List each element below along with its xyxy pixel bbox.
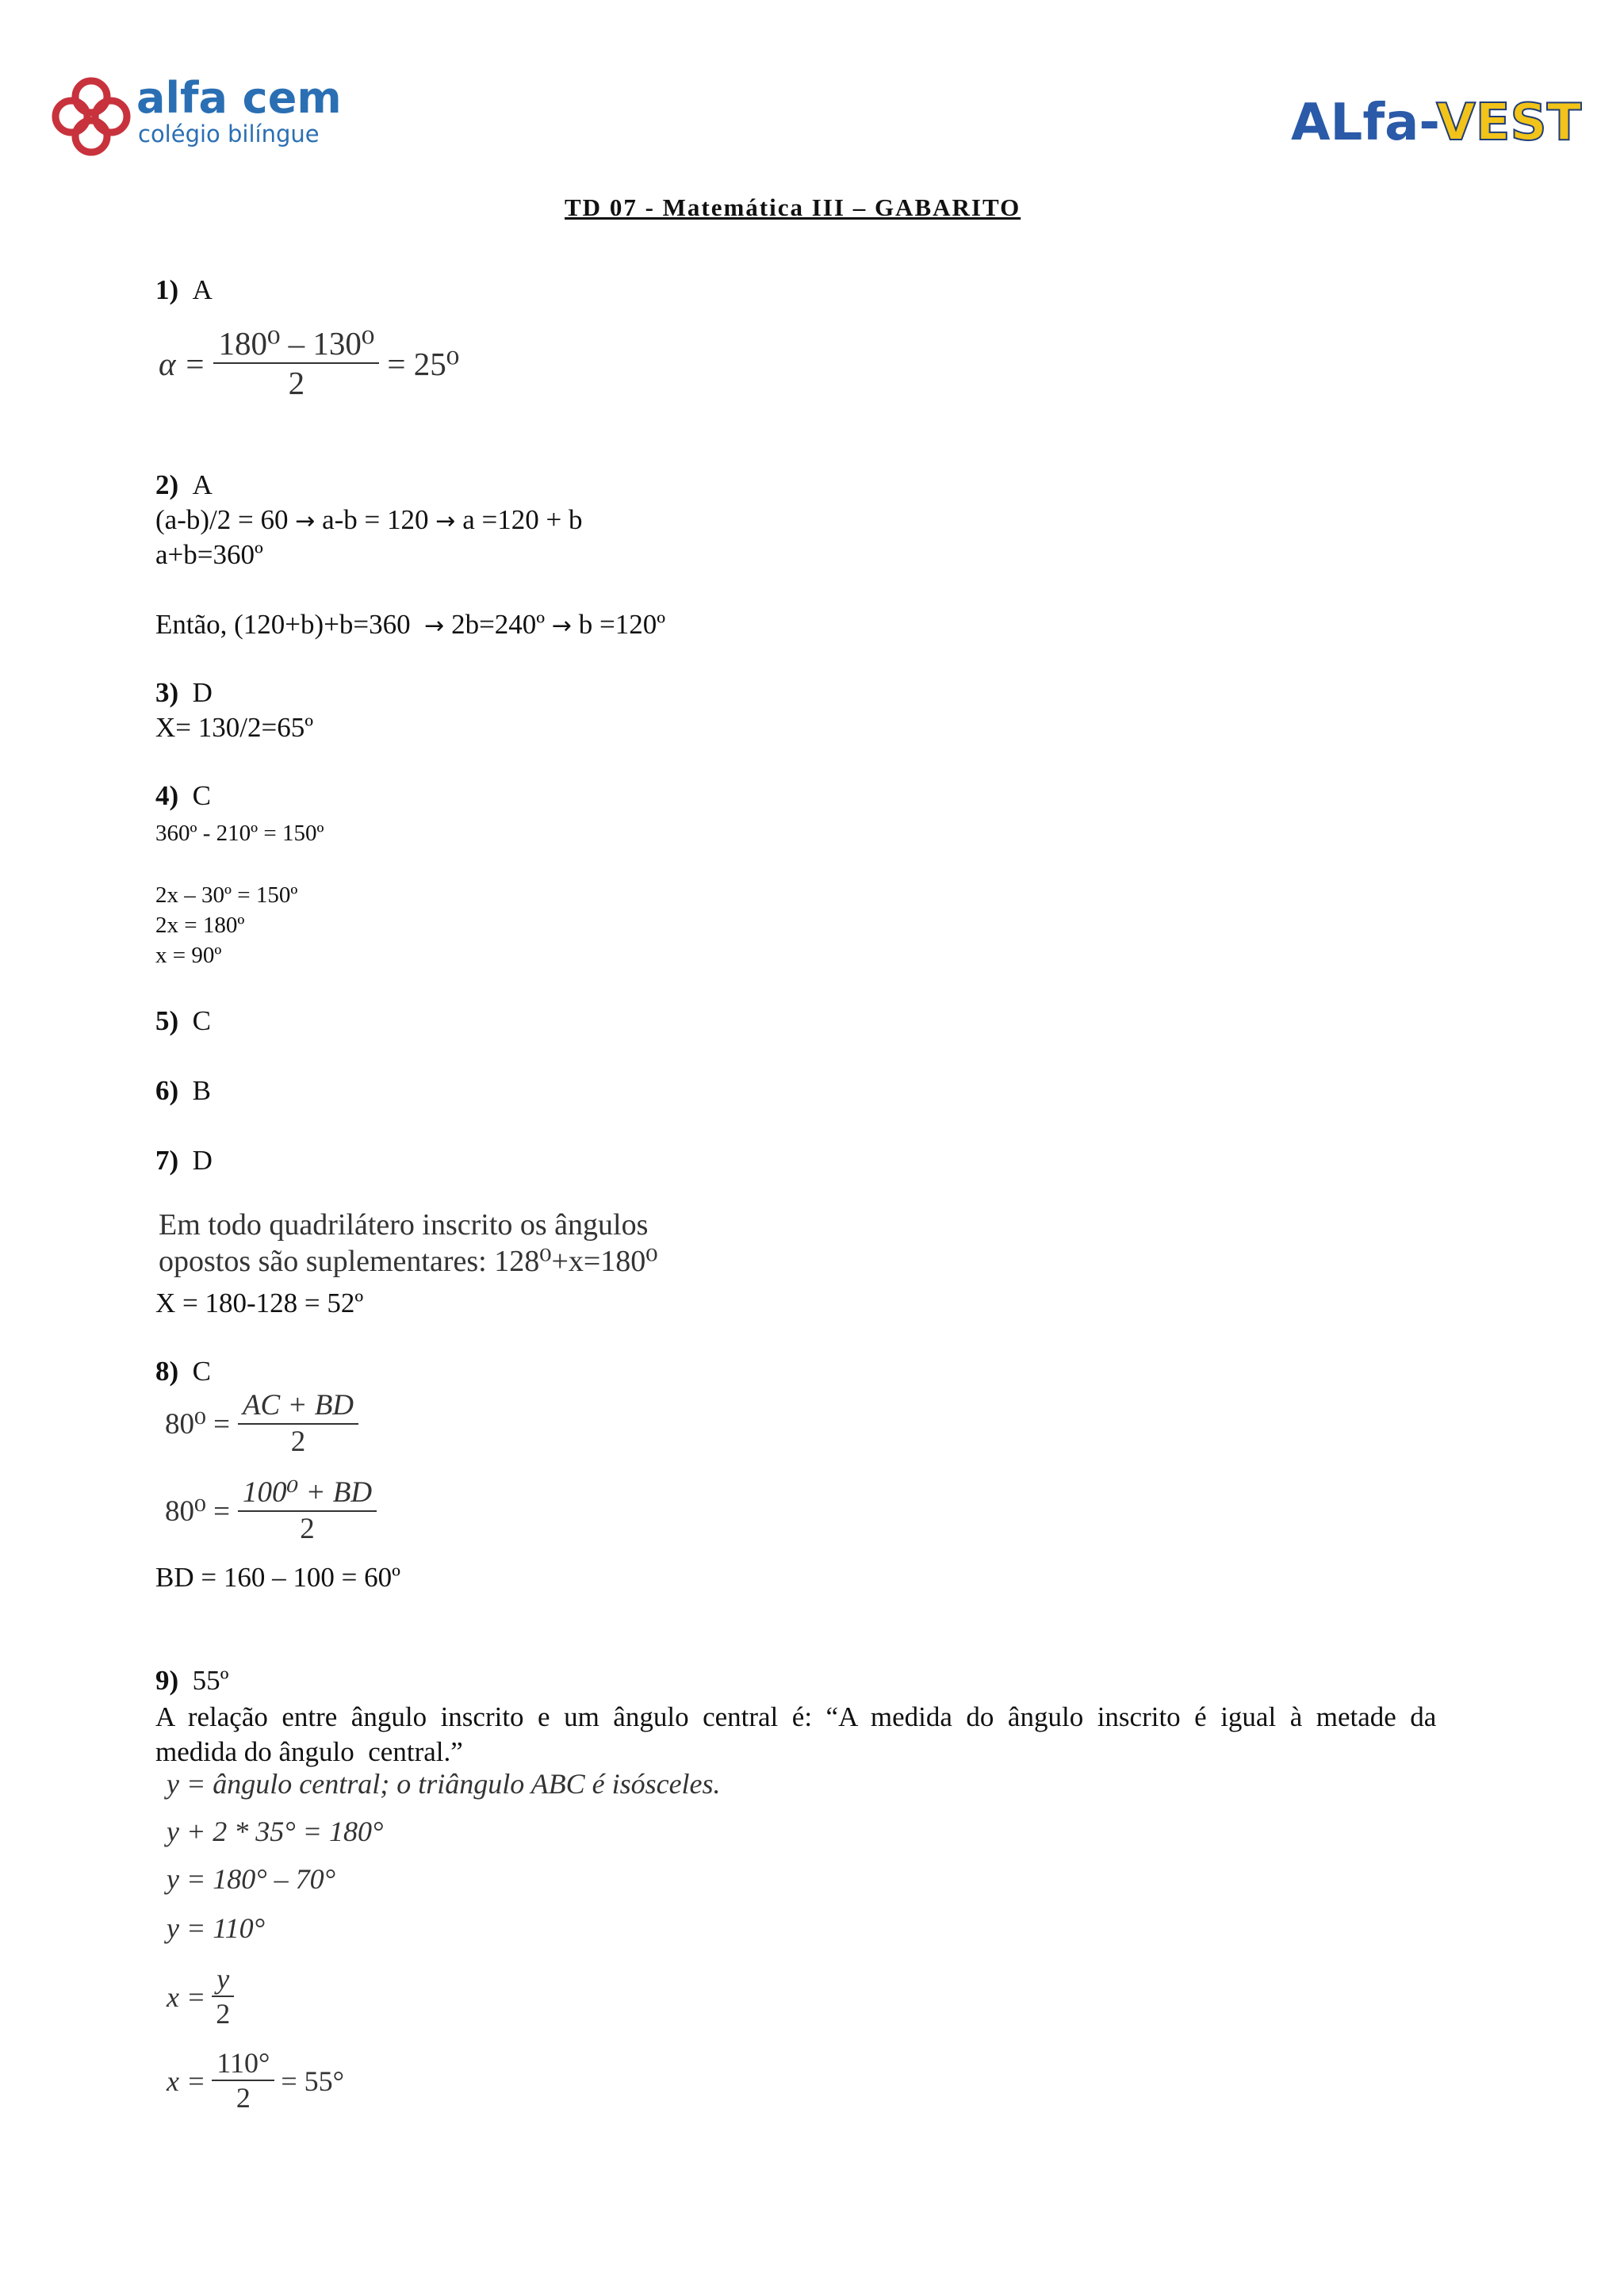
q9-math-line6 xyxy=(167,2047,344,2116)
knot-icon xyxy=(48,73,135,160)
q4-line2: 2x – 30º = 150º xyxy=(155,882,298,908)
q8-heading xyxy=(155,1354,211,1389)
q9-m5-den: 2 xyxy=(216,1998,231,2030)
q8-e1-num: AC + BD xyxy=(238,1389,358,1425)
q1-fraction xyxy=(213,325,379,403)
q5-heading xyxy=(155,1004,211,1039)
q9-m5-num: y xyxy=(212,1963,234,1997)
q9-m6-den: 2 xyxy=(236,2082,251,2114)
q5-number: 5) xyxy=(155,1005,179,1036)
q9-m5-fraction xyxy=(212,1963,234,2032)
q8-e2-fraction xyxy=(238,1476,377,1547)
q2-line3 xyxy=(155,607,665,644)
q7-heading xyxy=(155,1143,213,1178)
q8-e2-den: 2 xyxy=(300,1512,315,1545)
logo-name: alfa cem xyxy=(136,73,342,123)
q4-answer: C xyxy=(192,780,212,811)
alfacem-logo xyxy=(48,73,342,160)
q8-equation2 xyxy=(165,1476,377,1547)
q1-answer: A xyxy=(192,274,213,305)
q9-m6-num: 110° xyxy=(212,2047,274,2081)
q8-e2-lhs: 80⁰ = xyxy=(165,1495,230,1529)
q8-e1-fraction xyxy=(238,1389,358,1460)
q7-answer: D xyxy=(192,1145,213,1176)
q9-math-line3: y = 180° – 70° xyxy=(167,1863,336,1895)
q8-equation1 xyxy=(165,1389,358,1460)
q6-answer: B xyxy=(192,1075,212,1106)
q1-number: 1) xyxy=(155,274,179,305)
q7-image-line2: opostos são suplementares: 128⁰+x=180⁰ xyxy=(159,1245,658,1278)
logo-alfa: ALfa- xyxy=(1291,94,1437,152)
q2-l3b: 2b=240º xyxy=(451,609,546,640)
q9-m5-lhs: x = xyxy=(167,1981,206,2014)
alfavest-logo xyxy=(1291,94,1581,152)
q9-m6-rhs: = 55° xyxy=(281,2065,345,2098)
q3-heading xyxy=(155,675,213,710)
q6-number: 6) xyxy=(155,1075,179,1106)
q8-line1: BD = 160 – 100 = 60º xyxy=(155,1562,400,1593)
q9-math-line5 xyxy=(167,1963,234,2032)
arrow-right-icon: → xyxy=(551,612,573,640)
q3-line1: X= 130/2=65º xyxy=(155,712,314,743)
q1-eq-num: 180⁰ – 130⁰ xyxy=(213,325,379,364)
q8-e2-num: 100⁰ + BD xyxy=(238,1476,377,1512)
q9-number: 9) xyxy=(155,1665,179,1696)
q3-number: 3) xyxy=(155,677,179,708)
q2-l3c: b =120º xyxy=(578,609,666,640)
q7-line1: X = 180-128 = 52º xyxy=(155,1288,364,1318)
q2-l1b: a-b = 120 xyxy=(322,504,429,535)
q1-eq-den: 2 xyxy=(288,365,305,402)
logo-tagline: colégio bilíngue xyxy=(138,121,320,147)
q9-heading xyxy=(155,1663,229,1698)
q2-l1c: a =120 + b xyxy=(462,504,583,535)
q4-heading xyxy=(155,779,211,813)
q4-line1: 360º - 210º = 150º xyxy=(155,821,324,846)
q4-line3: 2x = 180º xyxy=(155,913,245,938)
q2-l3a: Então, (120+b)+b=360 xyxy=(155,609,411,640)
q7-number: 7) xyxy=(155,1145,179,1176)
q4-number: 4) xyxy=(155,780,179,811)
q8-number: 8) xyxy=(155,1356,179,1387)
q9-math-line4: y = 110° xyxy=(167,1912,265,1944)
q1-eq-rhs: = 25⁰ xyxy=(387,346,460,383)
q2-answer: A xyxy=(192,469,213,500)
q1-heading xyxy=(155,273,213,308)
arrow-right-icon: → xyxy=(435,507,456,535)
q2-number: 2) xyxy=(155,469,179,500)
logo-vest: VEST xyxy=(1436,94,1582,152)
q2-l1a: (a-b)/2 = 60 xyxy=(155,504,289,535)
q9-m6-fraction xyxy=(212,2047,274,2116)
arrow-right-icon: → xyxy=(295,507,316,535)
q9-paragraph-line1: A relação entre ângulo inscrito e um ângulo central é: “A medida do ângulo inscrito é igual à metade da xyxy=(155,1701,1437,1732)
q9-m6-lhs: x = xyxy=(167,2065,206,2098)
q5-answer: C xyxy=(192,1005,212,1036)
q9-math-line1: y = ângulo central; o triângulo ABC é isósceles. xyxy=(167,1768,721,1800)
q1-equation xyxy=(159,325,459,403)
q2-line1 xyxy=(155,503,582,539)
q9-answer: 55º xyxy=(192,1665,229,1696)
arrow-right-icon: → xyxy=(424,612,445,640)
q8-e1-lhs: 80⁰ = xyxy=(165,1408,230,1441)
q8-answer: C xyxy=(192,1356,212,1387)
q9-math-line2: y + 2 * 35° = 180° xyxy=(167,1816,384,1847)
q1-eq-lhs: α = xyxy=(159,346,206,383)
q2-line2: a+b=360º xyxy=(155,539,263,570)
q7-image-line1: Em todo quadrilátero inscrito os ângulos xyxy=(159,1208,649,1242)
q2-heading xyxy=(155,468,213,503)
q8-e1-den: 2 xyxy=(290,1425,306,1458)
q9-paragraph-line2: medida do ângulo central.” xyxy=(155,1736,463,1767)
page-title: TD 07 - Matemática III – GABARITO xyxy=(565,193,1021,221)
q4-line4: x = 90º xyxy=(155,943,222,968)
q6-heading xyxy=(155,1073,211,1108)
q3-answer: D xyxy=(192,677,213,708)
